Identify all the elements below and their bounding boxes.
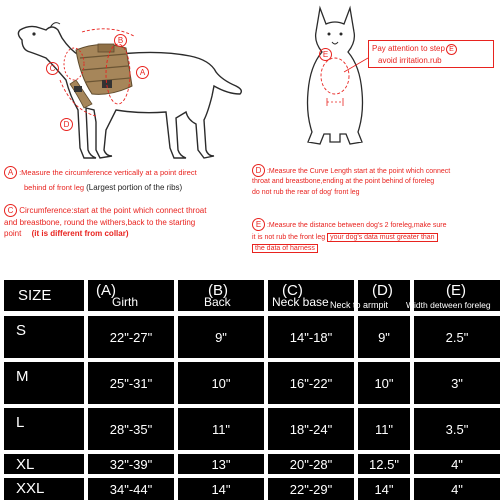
header-girth-letter: (A) — [96, 282, 116, 299]
header-neck-letter: (C) — [282, 282, 303, 299]
row-m-girth: 25"-31" — [88, 362, 174, 404]
note-a — [4, 166, 250, 193]
note-a-text3: (Largest portion of the ribs) — [86, 183, 183, 192]
table-header-girth — [88, 280, 174, 311]
row-s-armpit: 9" — [358, 316, 410, 358]
row-size-s: S — [4, 316, 84, 358]
note-d-marker: D — [252, 164, 265, 177]
note-d-text4: throat and breastbone,ending at the point behind of foreleg — [252, 178, 435, 185]
row-xxl-back: 14" — [178, 478, 264, 500]
table-header-back — [178, 280, 264, 311]
note-a-text2: behind of front leg — [24, 183, 85, 192]
header-back-letter: (B) — [208, 282, 228, 299]
note-a-text1: :Measure the circumference vertically at a point direct — [19, 168, 197, 177]
header-neck-label: Neck base — [272, 295, 329, 309]
note-c-text3: and breastbone, round the withers,back to the starting — [4, 218, 196, 227]
note-c-marker: C — [4, 204, 17, 217]
note-c-text2: :start at the point which connect throat — [71, 206, 207, 215]
note-d-text3: connect — [425, 168, 451, 175]
row-s-width: 2.5" — [414, 316, 500, 358]
note-e-text2: it is not rub the front leg — [252, 234, 326, 241]
row-xxl-girth: 34"-44" — [88, 478, 174, 500]
header-width-letter: (E) — [446, 282, 466, 299]
diagram-label-c: C — [46, 62, 59, 75]
note-e — [252, 218, 498, 253]
diagram-label-b: B — [114, 34, 127, 47]
dog-front-illustration — [290, 2, 380, 152]
row-xl-neck: 20"-28" — [268, 454, 354, 474]
warning-note — [368, 40, 494, 68]
row-xxl-armpit: 14" — [358, 478, 410, 500]
header-armpit-label: Neck to armpit — [330, 300, 389, 310]
warning-line-1: Pay attention to step — [372, 44, 445, 53]
diagram-label-a: A — [136, 66, 149, 79]
row-xxl-width: 4" — [414, 478, 500, 500]
front-view-label-e: E — [319, 48, 332, 61]
row-s-back: 9" — [178, 316, 264, 358]
note-d — [252, 164, 498, 197]
note-c — [4, 204, 256, 239]
row-m-width: 3" — [414, 362, 500, 404]
warning-line-2: avoid irritation.rub — [378, 56, 442, 65]
row-m-armpit: 10" — [358, 362, 410, 404]
header-armpit-letter: (D) — [372, 282, 393, 299]
row-s-neck: 14"-18" — [268, 316, 354, 358]
note-d-text5: do not rub the rear of dog' front leg — [252, 189, 360, 196]
row-l-back: 11" — [178, 408, 264, 450]
note-c-text1: Circumference — [19, 206, 72, 215]
row-m-neck: 16"-22" — [268, 362, 354, 404]
row-l-width: 3.5" — [414, 408, 500, 450]
note-e-text1: :Measure the distance between dog's 2 foreleg,make sure — [266, 222, 447, 229]
row-l-armpit: 11" — [358, 408, 410, 450]
dog-side-illustration — [0, 0, 260, 170]
note-e-marker: E — [252, 218, 265, 231]
header-girth-label: Girth — [112, 295, 139, 309]
row-size-xl: XL — [4, 454, 84, 474]
note-c-text4: point — [4, 229, 22, 238]
warning-e-icon: E — [446, 44, 457, 55]
row-l-neck: 18"-24" — [268, 408, 354, 450]
row-s-girth: 22"-27" — [88, 316, 174, 358]
header-back-label: Back — [204, 295, 231, 309]
header-width-label: Width detween foreleg — [406, 300, 491, 310]
row-size-m: M — [4, 362, 84, 404]
note-e-text3: your dog's data must greater than — [327, 233, 437, 242]
diagram-label-d: D — [60, 118, 73, 131]
row-xl-width: 4" — [414, 454, 500, 474]
row-m-back: 10" — [178, 362, 264, 404]
note-d-text2: start at the point which — [353, 168, 424, 175]
row-size-xxl: XXL — [4, 478, 84, 500]
row-xl-girth: 32"-39" — [88, 454, 174, 474]
row-size-l: L — [4, 408, 84, 450]
row-l-girth: 28"-35" — [88, 408, 174, 450]
note-d-text1: :Measure the Curve Length — [266, 168, 352, 175]
row-xl-armpit: 12.5" — [358, 454, 410, 474]
table-header-size — [4, 280, 84, 311]
row-xxl-neck: 22"-29" — [268, 478, 354, 500]
note-e-text4: the data of harness — [252, 244, 318, 253]
row-xl-back: 13" — [178, 454, 264, 474]
note-c-text5: (it is different from collar) — [31, 229, 129, 238]
header-size-label: SIZE — [18, 287, 52, 304]
note-a-marker: A — [4, 166, 17, 179]
size-table — [0, 276, 500, 500]
